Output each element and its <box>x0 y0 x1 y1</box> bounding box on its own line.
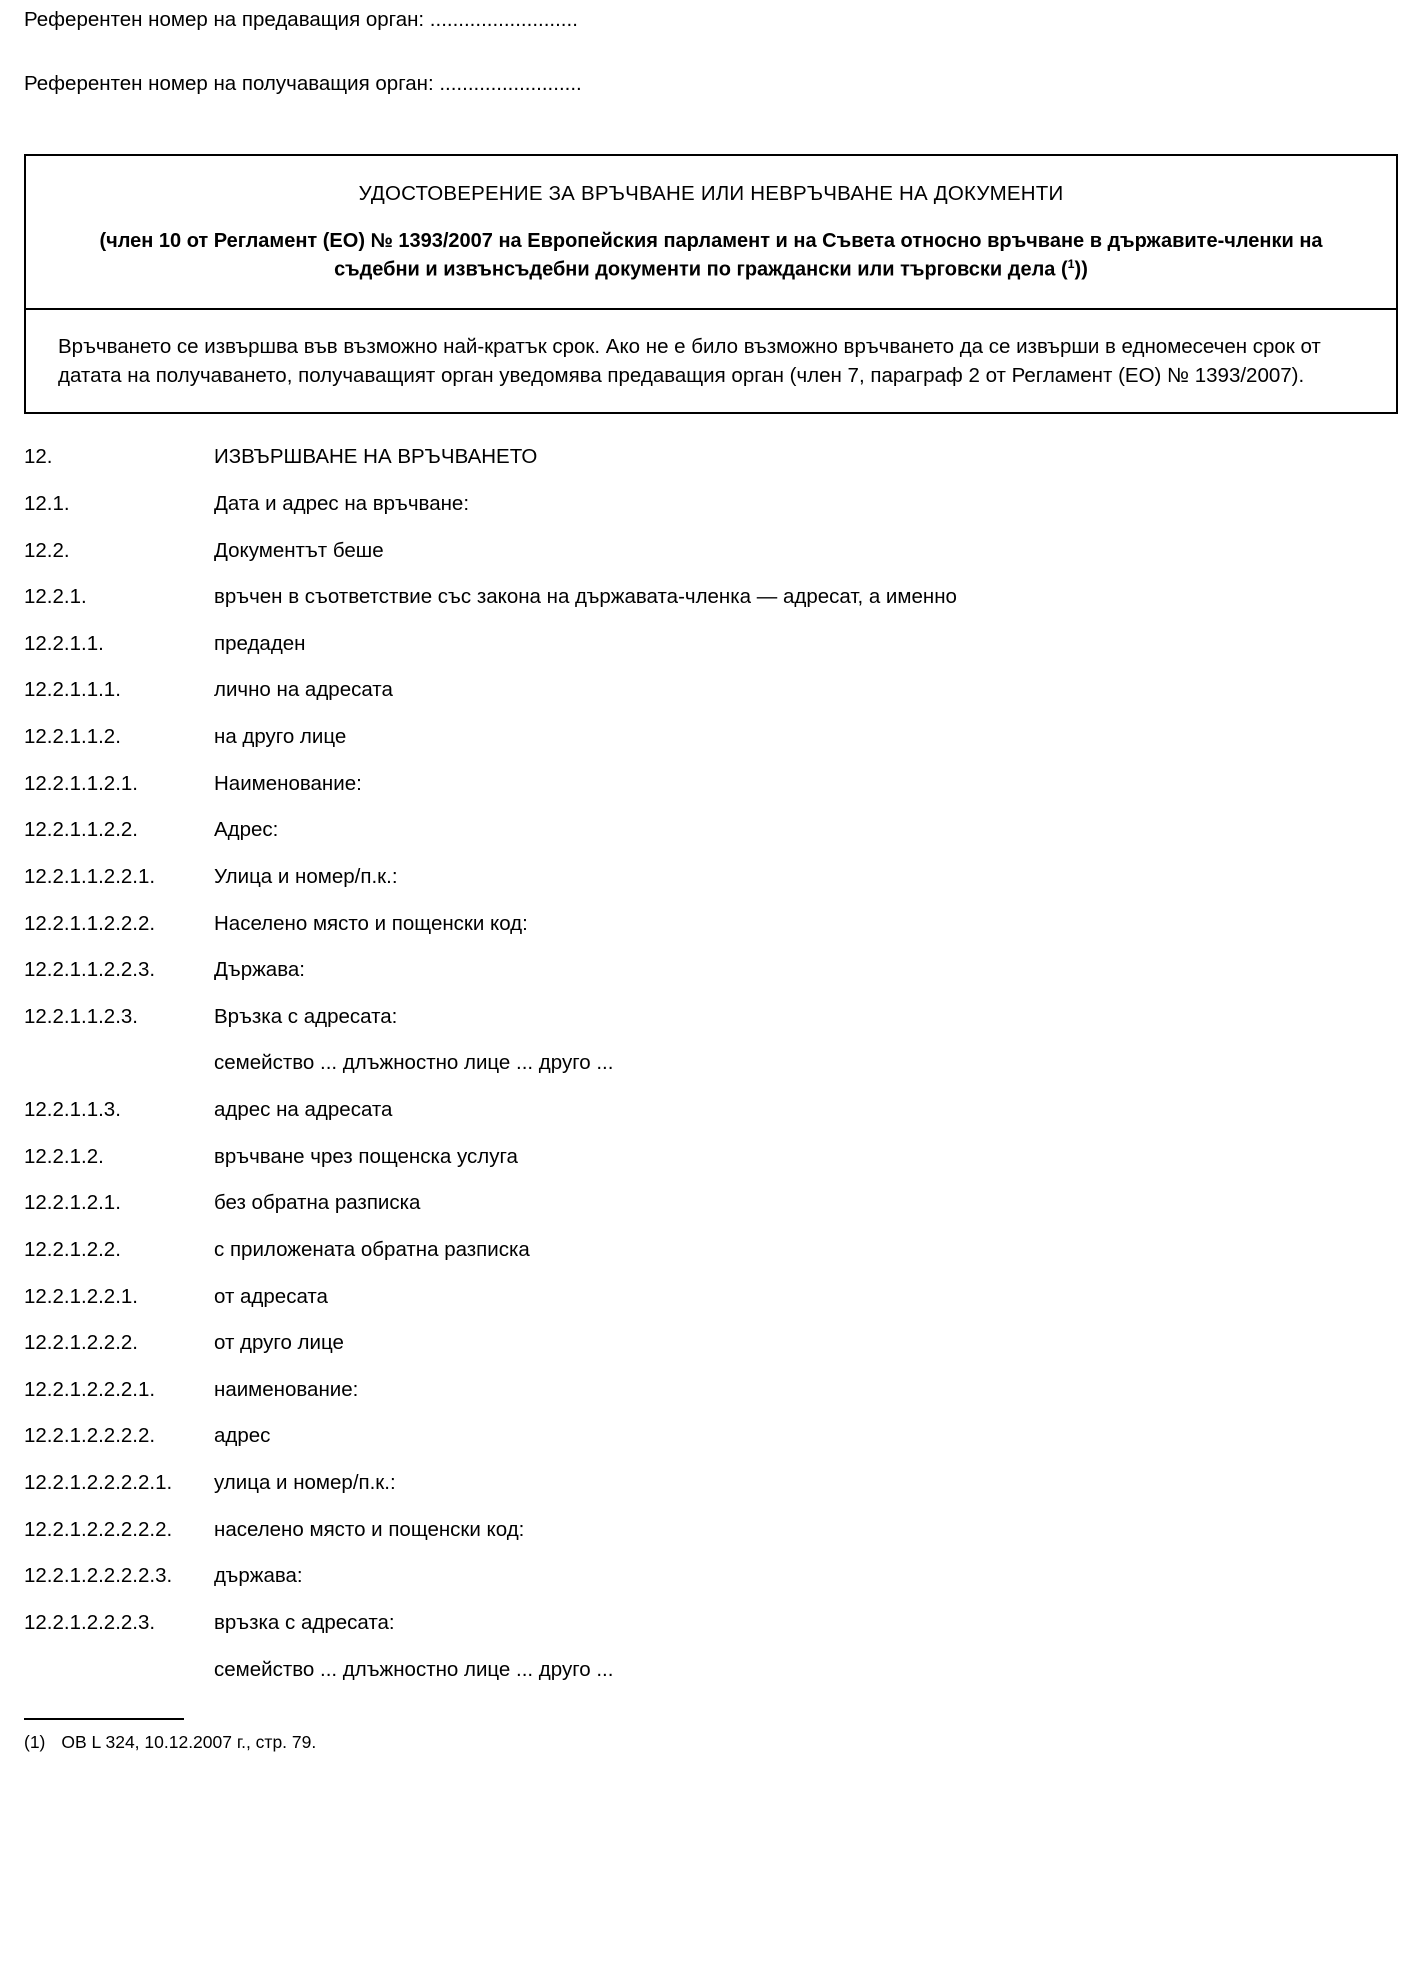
list-item <box>24 1377 1398 1403</box>
item-number: 12.2.1.1.2.1. <box>24 771 138 795</box>
item-number: 12.2.1.1.2.2.3. <box>24 958 156 982</box>
item-number: 12.2.1.1.3. <box>24 1098 121 1122</box>
numbered-items-list <box>24 444 1398 1682</box>
footnote-section <box>24 1718 1398 1771</box>
item-text: Дата и адрес на връчване: <box>214 491 470 515</box>
item-text: Адрес: <box>214 818 279 842</box>
item-text: връзка с адресата: <box>214 1610 395 1634</box>
item-number: 12.2.1.2.2.2.2.1. <box>24 1471 173 1495</box>
list-item <box>24 631 1398 657</box>
list-item-continuation <box>24 1050 1398 1076</box>
reference-transmitting: Референтен номер на предаващия орган: .......................... <box>24 8 578 31</box>
certificate-subtitle-close: )) <box>1074 258 1088 281</box>
list-item <box>24 1610 1398 1636</box>
item-number: 12.2.1.2.2.2.2.3. <box>24 1564 173 1588</box>
item-text: без обратна разписка <box>214 1191 421 1215</box>
list-item <box>24 771 1398 797</box>
list-item <box>24 1190 1398 1216</box>
item-text: Връзка с адресата: <box>214 1004 398 1028</box>
certificate-subtitle <box>60 228 1362 284</box>
list-item <box>24 1563 1398 1589</box>
item-number: 12.2.1.1.2.2.1. <box>24 864 156 888</box>
item-number: 12.2.1.1.2.2. <box>24 818 138 842</box>
item-number: 12.2.1.1.2. <box>24 725 121 749</box>
list-item <box>24 491 1398 517</box>
item-number: 12.2.1.2.2.2.1. <box>24 1377 156 1401</box>
certificate-title-box <box>24 154 1398 310</box>
footnote-text: ОВ L 324, 10.12.2007 г., стр. 79. <box>61 1732 317 1753</box>
item-number: 12.2.1.1. <box>24 631 104 655</box>
list-item <box>24 538 1398 564</box>
item-text: връчване чрез пощенска услуга <box>214 1144 518 1168</box>
item-text: улица и номер/п.к.: <box>214 1471 396 1495</box>
item-text: от адресата <box>214 1284 328 1308</box>
list-item <box>24 1284 1398 1310</box>
item-number: 12.2.1.1.1. <box>24 678 121 702</box>
list-item <box>24 1237 1398 1263</box>
list-item <box>24 957 1398 983</box>
item-text: адрес <box>214 1424 271 1448</box>
item-number: 12.2.1. <box>24 585 87 609</box>
list-item <box>24 1097 1398 1123</box>
item-number: 12.2.1.2.2. <box>24 1237 121 1261</box>
item-text: семейство ... длъжностно лице ... друго ... <box>214 1051 614 1075</box>
list-item-continuation <box>24 1657 1398 1683</box>
list-item <box>24 1423 1398 1449</box>
item-number: 12. <box>24 445 53 469</box>
item-number: 12.2.1.2.2.2.2. <box>24 1424 156 1448</box>
item-text: лично на адресата <box>214 678 393 702</box>
list-item <box>24 817 1398 843</box>
list-item <box>24 1004 1398 1030</box>
item-text: Документът беше <box>214 538 384 562</box>
notice-text: Връчването се извършва във възможно най-кратък срок. Ако не е било възможно връчването да се извърши в едномесечен срок от датата на получаването, получаващият орган уведомява предаващия орган (член 7, параграф 2 от Регламент (ЕО) № 1393/2007). <box>58 335 1321 388</box>
list-item <box>24 911 1398 937</box>
item-text: предаден <box>214 631 306 655</box>
reference-receiving: Референтен номер на получаващия орган: ......................... <box>24 71 582 95</box>
item-text: ИЗВЪРШВАНЕ НА ВРЪЧВАНЕТО <box>214 445 538 469</box>
item-text: държава: <box>214 1564 303 1588</box>
item-text: с приложената обратна разписка <box>214 1237 530 1261</box>
item-text: връчен в съответствие със закона на държавата-членка — адресат, а именно <box>214 585 957 609</box>
item-number: 12.2.1.2.2.2.2.2. <box>24 1517 173 1541</box>
certificate-title: УДОСТОВЕРЕНИЕ ЗА ВРЪЧВАНЕ ИЛИ НЕВРЪЧВАНЕ НА ДОКУМЕНТИ <box>358 182 1064 206</box>
item-text: Населено място и пощенски код: <box>214 911 528 935</box>
item-number: 12.2.1.2.2.2. <box>24 1331 138 1355</box>
list-item <box>24 444 1398 470</box>
item-number: 12.1. <box>24 491 70 515</box>
footnote <box>24 1732 1398 1753</box>
list-item <box>24 1330 1398 1356</box>
item-number: 12.2.1.2.1. <box>24 1191 121 1215</box>
list-item <box>24 1144 1398 1170</box>
list-item <box>24 677 1398 703</box>
item-text: Държава: <box>214 958 305 982</box>
footnote-mark: (1) <box>24 1732 46 1753</box>
item-number: 12.2.1.2. <box>24 1144 104 1168</box>
item-text: семейство ... длъжностно лице ... друго ... <box>214 1657 614 1681</box>
list-item <box>24 1470 1398 1496</box>
item-text: Наименование: <box>214 771 362 795</box>
item-text: на друго лице <box>214 725 347 749</box>
item-text: Улица и номер/п.к.: <box>214 864 398 888</box>
footnote-marker: 1 <box>1067 256 1075 271</box>
item-number: 12.2. <box>24 538 70 562</box>
item-number: 12.2.1.2.2.1. <box>24 1284 138 1308</box>
list-item <box>24 864 1398 890</box>
item-text: от друго лице <box>214 1331 344 1355</box>
item-number: 12.2.1.1.2.3. <box>24 1004 138 1028</box>
list-item <box>24 1517 1398 1543</box>
item-number: 12.2.1.2.2.2.3. <box>24 1610 156 1634</box>
item-number: 12.2.1.1.2.2.2. <box>24 911 156 935</box>
notice-box <box>24 310 1398 414</box>
item-text: адрес на адресата <box>214 1098 393 1122</box>
footnote-divider <box>24 1718 184 1720</box>
certificate-subtitle-text: (член 10 от Регламент (ЕО) № 1393/2007 на Европейския парламент и на Съвета относно връчване в държавите-членки на съдебни и извънсъдебни документи по граждански или търговски дела ( <box>99 230 1323 281</box>
item-text: населено място и пощенски код: <box>214 1517 525 1541</box>
list-item <box>24 584 1398 610</box>
list-item <box>24 724 1398 750</box>
item-text: наименование: <box>214 1377 359 1401</box>
